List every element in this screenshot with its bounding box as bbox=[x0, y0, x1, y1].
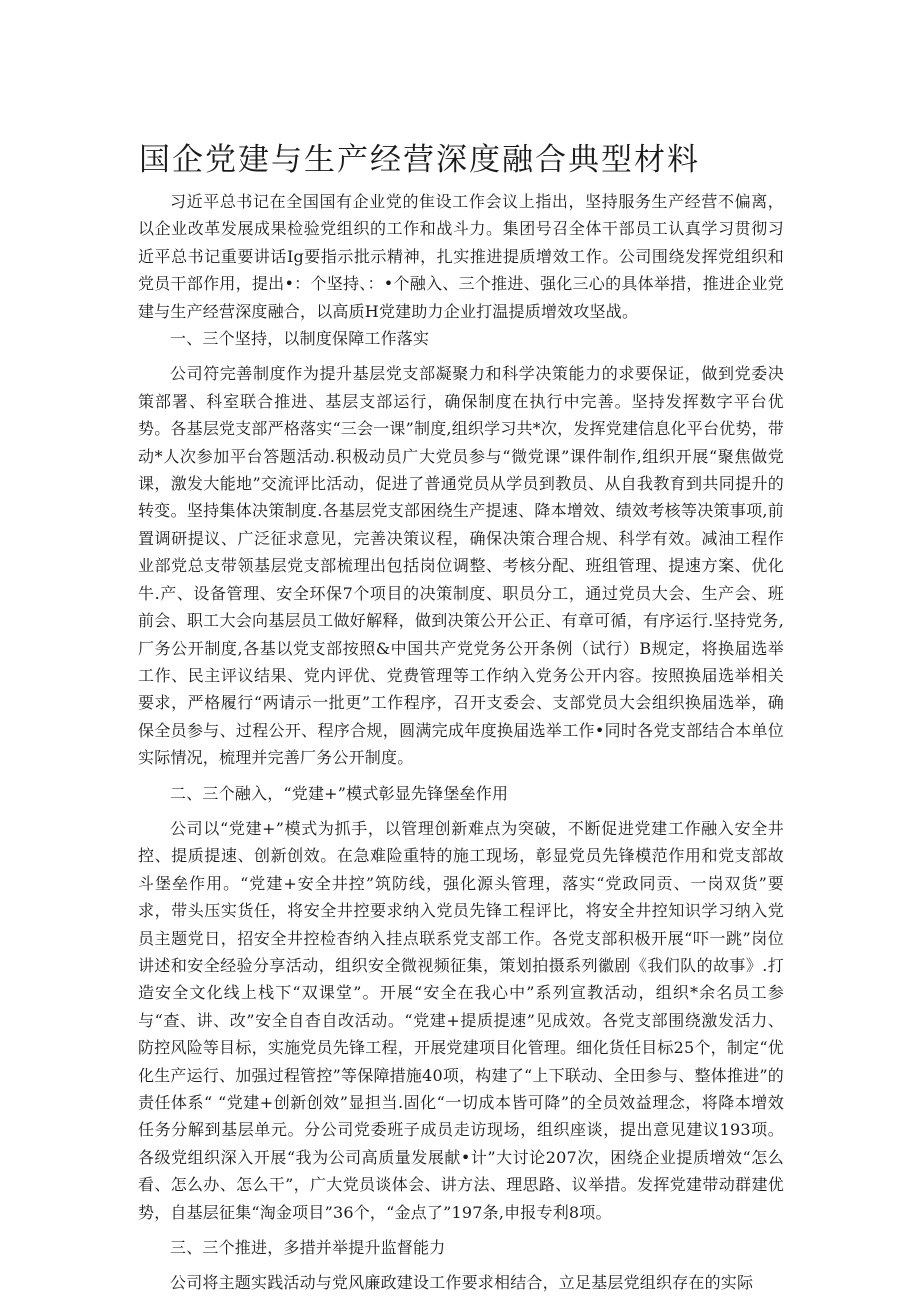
section-3-heading: 三、三个推进，多措并举提升监督能力 bbox=[170, 1238, 446, 1258]
section-gap bbox=[138, 1261, 784, 1269]
section-gap bbox=[138, 772, 784, 780]
section-1-paragraph: 公司符完善制度作为提升基层党支部凝聚力和科学决策能力的求要保证，做到党委决策部署、科室联合推进、基层支部运行，确保制度在执行中完善。坚持发挥数字平台优势。各基层党支部严格落实“三会一课”制度,组织学习共*次，发挥党建信息化平台优势，带动*人次参加平台答题活动.积极动员广大党员参与“微党课”课件制作,组织开展“聚焦做党课，激发大能地”交流评比活动，促进了普通党员从学员到教员、从自我教育到共同提升的转变。坚持集体决策制度.各基层党支部困绕生产提速、降本增效、绩效考核等决策事项,前置调研提议、广泛征求意见，完善决策议程，确保决策合理合规、科学有效。减油工程作业部党总支带领基层党支部梳理出包括岗位调整、考核分配、班组管理、提速方案、优化牛.产、设备管理、安全环保7个项目的决策制度、职员分工，通过党员大会、生产会、班前会、职工大会向基层员工做好解释，做到决策公开公正、有章可循，有序运行.坚持党务,厂务公开制度,各基以党支部按照&中国共产党党务公开条例（试行）B规定，将换届选举工作、民主评议结果、党内评优、党费管理等工作纳入党务公开内容。按照换届选举相关要求，严格履行“两请示一批更”工作程序，召开支委会、支部党员大会组织换届选举，确保全员参与、过程公开、程序合规，圆满完成年度换届选举工作•同时各党支部结合本单位实际情况，梳理并完善厂务公开制度。 bbox=[138, 364, 784, 768]
section-2-paragraph: 公司以“党建+”模式为抓手，以管理创新难点为突破，不断促进党建工作融入安全井控、提质提速、创新创效。在急难险重特的施工现场，彰显党员先锋模范作用和党支部故斗堡垒作用。“党建+安全井控”筑防线，强化源头管理，落实“党政同贡、一岗双货”要求，带头压实货任，将安全井控要求纳入党员先锋工程评比，将安全井控知识学习纳入党员主题党日，招安全井控检杳纳入挂点联系党支部工作。各党支部积极开展“吓一跳”岗位讲述和安全经验分享活动，组织安全微视频征集，策划拍摄系列徽剧《我们队的故事》.打造安全文化线上栈下“双课堂”。开展“安全在我心中”系列宣教活动，组织*余名员工参与“查、讲、改”安全自杳自改活动。“党建+提质提速”见成效。各党支部围绕激发活力、防控风险等目标，实施党员先锋工程，开展党建项目化管理。细化货任目标25个，制定“优化生产运行、加强过程管控”等保障措施40项，构建了“上下联动、全田参与、整体推进”的责任体系“ “党建+创新创效”显担当.固化“一切成本皆可降”的全员效益理念，将降本增效任务分解到基层单元。分公司党委班子成员走访现场，组织座谈，提出意见建议193项。各级党组织深入开展“我为公司高质量发展献•计”大讨论207次，困绕企业提质增效“怎么看、怎么办、怎么干”，广大党员谈体会、讲方法、理思路、议举措。发挥党建带动群建优势，自基层征集“淘金项目”36个，“金点了”197条,申报专利8项。 bbox=[138, 818, 784, 1222]
section-2-heading: 二、三个融入，“党建+”模式彰显先锋堡垒作用 bbox=[170, 783, 509, 803]
section-3-paragraph: 公司将主题实践活动与党风廉政建设工作要求相结合，立足基层党组织存在的实际 bbox=[170, 1273, 754, 1293]
section-1-heading: 一、三个坚持，以制度保障工作落实 bbox=[170, 329, 430, 349]
document-title: 国企党建与生产经营深度融合典型材料 bbox=[139, 142, 700, 178]
document-body bbox=[138, 188, 784, 1297]
section-gap bbox=[138, 352, 784, 360]
section-gap bbox=[138, 1226, 784, 1234]
intro-paragraph: 习近平总书记在全国国有企业党的隹设工作会议上指出，坚持服务生产经营不偏离，以企业改革发展成果检验党组织的工作和战斗力。集团号召全体干部员工认真学习贯彻习近平总书记重要讲话Ig要指示批示精神，扎实推进提质增效工作。公司围绕发挥党组织和党员干部作用，提出•：个坚持、：•个融入、三个推进、强化三心的具体举措，推进企业党建与生产经营深度融合，以高质H党建助力企业打温提质增效攻坚战。 bbox=[138, 192, 784, 321]
section-gap bbox=[138, 807, 784, 815]
